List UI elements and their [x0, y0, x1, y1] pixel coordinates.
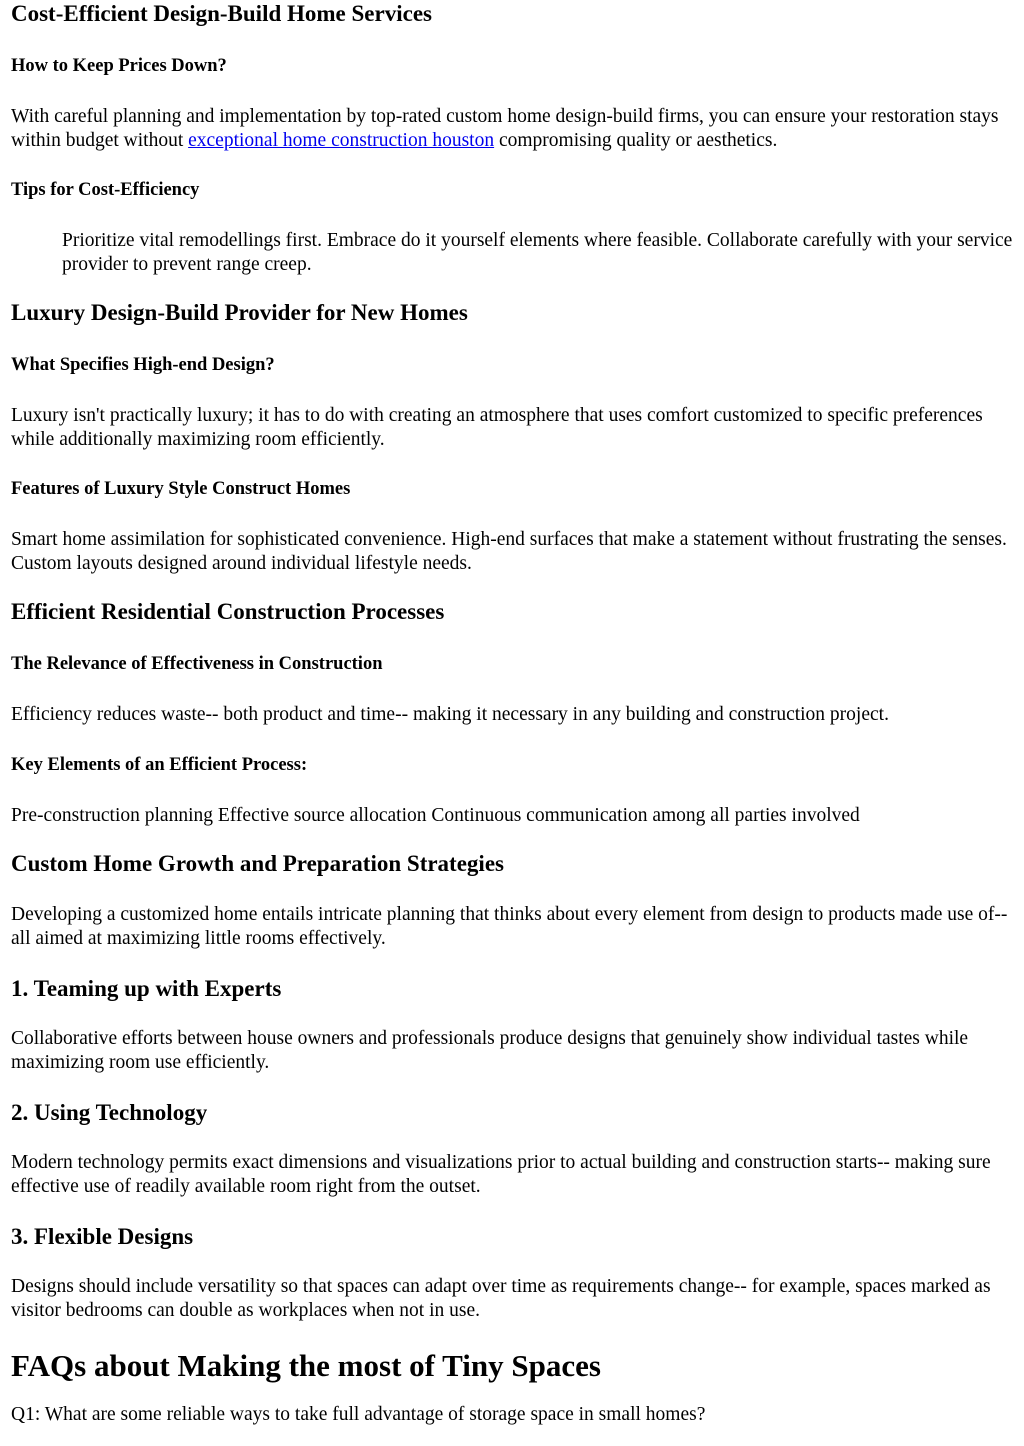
paragraph-collaborative: Collaborative efforts between house owners and professionals produce designs that genuinely show individual tastes while maximizing room use efficiently.	[11, 1028, 969, 1073]
paragraph-text: With careful planning and implementation by top-rated custom home design-build firms, you can ensure your restoration stays within budget without	[11, 106, 999, 151]
blockquote-tips: Prioritize vital remodellings first. Embrace do it yourself elements where feasible. Collaborate carefully with your service provider to prevent range creep.	[62, 230, 1013, 275]
paragraph-smart-home: Smart home assimilation for sophisticated convenience. High-end surfaces that make a statement without frustrating the senses. Custom layouts designed around individual lifestyle needs.	[11, 529, 1007, 574]
paragraph-custom-home: Developing a customized home entails intricate planning that thinks about every element from design to products made use of-- all aimed at maximizing little rooms effectively.	[11, 904, 1008, 949]
subheading-luxury-features: Features of Luxury Style Construct Homes	[11, 479, 351, 499]
subheading-relevance-effectiveness: The Relevance of Effectiveness in Construction	[11, 654, 383, 674]
heading-using-technology: 2. Using Technology	[11, 1100, 208, 1125]
subheading-keep-prices-down: How to Keep Prices Down?	[11, 56, 227, 76]
paragraph-luxury: Luxury isn't practically luxury; it has to do with creating an atmosphere that uses comfort customized to specific preferences while additionally maximizing room efficiently.	[11, 405, 983, 450]
paragraph-faq-q1: Q1: What are some reliable ways to take full advantage of storage space in small homes?	[11, 1404, 706, 1425]
heading-teaming-up: 1. Teaming up with Experts	[11, 976, 282, 1001]
heading-flexible-designs: 3. Flexible Designs	[11, 1224, 194, 1249]
paragraph-flexible: Designs should include versatility so that spaces can adapt over time as requirements change-- for example, spaces marked as visitor bedrooms can double as workplaces when not in use.	[11, 1276, 991, 1321]
paragraph-technology: Modern technology permits exact dimensions and visualizations prior to actual building and construction starts-- making sure effective use of readily available room right from the outset.	[11, 1152, 991, 1197]
heading-luxury: Luxury Design-Build Provider for New Homes	[11, 300, 468, 325]
paragraph-key-elements: Pre-construction planning Effective source allocation Continuous communication among all parties involved	[11, 804, 860, 826]
heading-faqs: FAQs about Making the most of Tiny Spaces	[11, 1348, 601, 1383]
subheading-tips-cost-efficiency: Tips for Cost-Efficiency	[11, 180, 200, 200]
paragraph-efficiency: Efficiency reduces waste-- both product and time-- making it necessary in any building and construction project.	[11, 704, 889, 725]
link-home-construction-houston[interactable]: exceptional home construction houston	[188, 129, 495, 151]
subheading-key-elements: Key Elements of an Efficient Process:	[11, 754, 308, 775]
heading-efficient-construction: Efficient Residential Construction Processes	[11, 599, 445, 624]
heading-custom-home: Custom Home Growth and Preparation Strategies	[11, 851, 504, 876]
subheading-high-end-design: What Specifies High-end Design?	[11, 355, 275, 375]
paragraph-text: compromising quality or aesthetics.	[494, 129, 778, 151]
heading-cost-efficient: Cost-Efficient Design-Build Home Services	[11, 1, 432, 26]
paragraph-careful-planning	[11, 105, 1014, 152]
